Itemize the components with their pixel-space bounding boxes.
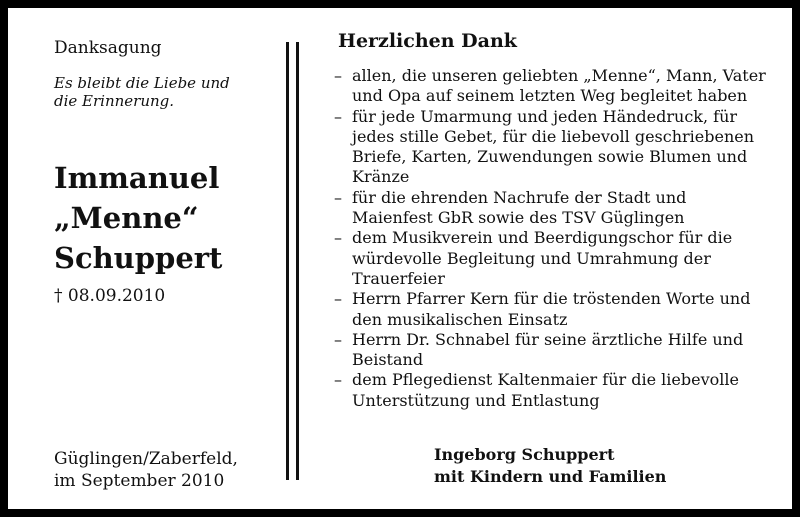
list-item-text: Herrn Pfarrer Kern für die tröstenden Worte und den musikalischen Einsatz	[352, 289, 751, 329]
list-item-text: für jede Umarmung und jeden Händedruck, für jedes stille Gebet, für die liebevoll geschriebenen Briefe, Karten, Zuwendungen sowie Blumen und Kränze	[352, 106, 755, 187]
deceased-name	[54, 158, 222, 278]
list-item	[328, 330, 768, 371]
list-item	[328, 188, 768, 229]
list-item-text: dem Musikverein und Beerdigungschor für die würdevolle Begleitung und Umrahmung der Trauerfeier	[352, 228, 733, 288]
place-and-date	[54, 448, 238, 492]
divider-line	[296, 42, 299, 480]
list-item-text: für die ehrenden Nachrufe der Stadt und Maienfest GbR sowie des TSV Güglingen	[352, 187, 687, 228]
list-item-text: allen, die unseren geliebten „Menne“, Mann, Vater und Opa auf seinem letzten Weg begleitet haben	[352, 66, 766, 106]
list-item	[328, 289, 768, 330]
name-line: Immanuel	[54, 161, 220, 195]
dash-marker: –	[334, 329, 342, 349]
signature	[434, 444, 666, 488]
name-line: „Menne“	[54, 201, 199, 235]
motto-line: die Erinnerung.	[54, 92, 175, 110]
divider-line	[286, 42, 289, 480]
dash-marker: –	[334, 187, 342, 207]
dash-marker: –	[334, 66, 342, 85]
list-item	[328, 370, 768, 411]
section-heading: Danksagung	[54, 38, 162, 58]
dash-marker: –	[334, 228, 342, 248]
dash-marker: –	[334, 106, 342, 126]
signature-line: Ingeborg Schuppert	[434, 445, 615, 464]
name-line: Schuppert	[54, 241, 223, 275]
place-line: Güglingen/Zaberfeld,	[54, 449, 238, 469]
motto-line: Es bleibt die Liebe und	[54, 74, 230, 92]
list-item	[328, 66, 768, 107]
list-item-text: dem Pflegedienst Kaltenmaier für die liebevolle Unterstützung und Entlastung	[352, 370, 739, 410]
list-item	[328, 107, 768, 188]
signature-line: mit Kindern und Familien	[434, 467, 667, 486]
dash-marker: –	[334, 289, 342, 309]
death-date: † 08.09.2010	[54, 286, 166, 306]
list-item	[328, 228, 768, 289]
dash-marker: –	[334, 370, 342, 390]
thanks-list	[328, 66, 768, 411]
date-line: im September 2010	[54, 471, 225, 491]
list-item-text: Herrn Dr. Schnabel für seine ärztliche Hilfe und Beistand	[352, 329, 744, 370]
motto	[54, 74, 230, 110]
thanks-title: Herzlichen Dank	[338, 30, 517, 52]
